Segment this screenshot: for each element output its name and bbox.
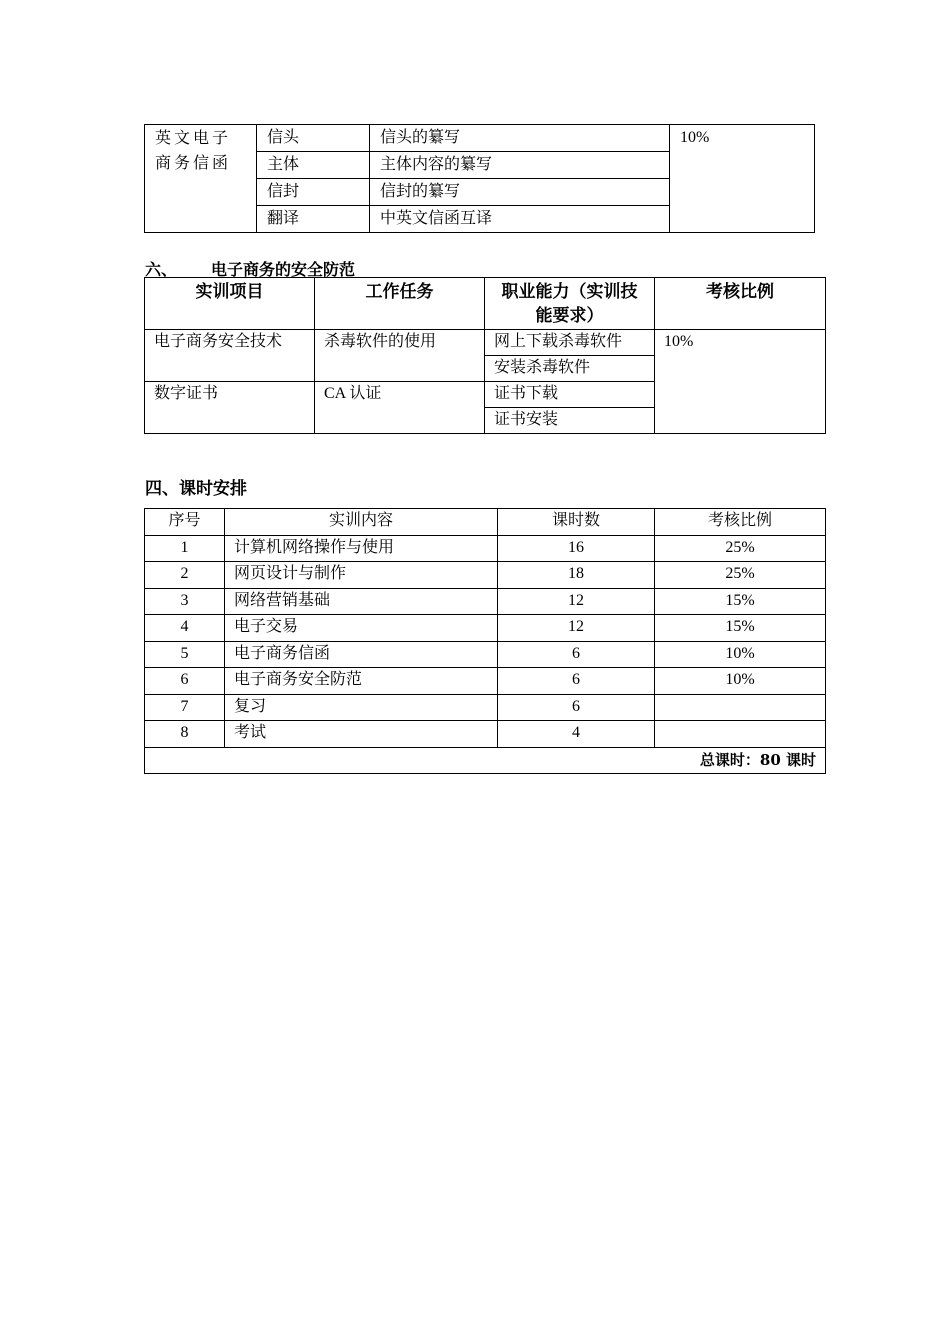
content-cell: 电子商务安全防范 (225, 668, 498, 695)
row-number: 6 (145, 668, 225, 695)
column-header: 职业能力（实训技能要求） (485, 278, 655, 330)
table-row (145, 330, 826, 356)
ratio-cell (655, 694, 826, 721)
task-cell: 主体 (257, 152, 370, 179)
row-number: 2 (145, 562, 225, 589)
table-row (145, 721, 826, 748)
skill-cell: 网上下载杀毒软件 (485, 330, 655, 356)
project-cell: 英文电子商务信函 (145, 125, 257, 233)
hours-cell: 6 (498, 668, 655, 695)
header-row (145, 278, 826, 330)
ratio-cell: 25% (655, 535, 826, 562)
ratio-cell: 10% (655, 641, 826, 668)
ratio-cell (655, 721, 826, 748)
row-number: 8 (145, 721, 225, 748)
content-cell: 计算机网络操作与使用 (225, 535, 498, 562)
hours-cell: 12 (498, 615, 655, 642)
column-header: 序号 (145, 509, 225, 536)
project-cell: 数字证书 (145, 382, 315, 434)
table-row (145, 535, 826, 562)
task-cell: CA 认证 (315, 382, 485, 434)
task-cell: 信封 (257, 179, 370, 206)
section-number: 六、 (145, 260, 178, 279)
skill-cell: 信封的纂写 (370, 179, 670, 206)
table-row (145, 588, 826, 615)
ratio-cell: 25% (655, 562, 826, 589)
table-row (145, 615, 826, 642)
column-header: 工作任务 (315, 278, 485, 330)
column-header: 考核比例 (655, 509, 826, 536)
task-cell: 杀毒软件的使用 (315, 330, 485, 382)
content-cell: 网页设计与制作 (225, 562, 498, 589)
total-hours: 总课时：80 课时 (145, 747, 826, 774)
column-header: 实训内容 (225, 509, 498, 536)
ratio-cell: 15% (655, 615, 826, 642)
skill-cell: 中英文信函互译 (370, 206, 670, 233)
hours-cell: 16 (498, 535, 655, 562)
table-row (145, 562, 826, 589)
letters-table (144, 124, 815, 233)
project-cell: 电子商务安全技术 (145, 330, 315, 382)
row-number: 5 (145, 641, 225, 668)
column-header: 课时数 (498, 509, 655, 536)
section-heading: 四、课时安排 (145, 479, 247, 499)
table-row (145, 694, 826, 721)
skill-cell: 证书安装 (485, 408, 655, 434)
hours-cell: 12 (498, 588, 655, 615)
hours-cell: 6 (498, 641, 655, 668)
task-cell: 翻译 (257, 206, 370, 233)
header-row (145, 509, 826, 536)
row-number: 7 (145, 694, 225, 721)
ratio-cell: 10% (655, 330, 826, 434)
content-cell: 考试 (225, 721, 498, 748)
ratio-cell: 15% (655, 588, 826, 615)
section-title: 电子商务的安全防范 (211, 260, 356, 279)
task-cell: 信头 (257, 125, 370, 152)
table-row (145, 641, 826, 668)
skill-cell: 证书下载 (485, 382, 655, 408)
content-cell: 复习 (225, 694, 498, 721)
column-header: 实训项目 (145, 278, 315, 330)
table-row (145, 125, 815, 152)
schedule-table (144, 508, 826, 774)
content-cell: 网络营销基础 (225, 588, 498, 615)
ratio-cell: 10% (670, 125, 815, 233)
skill-cell: 主体内容的纂写 (370, 152, 670, 179)
skill-cell: 安装杀毒软件 (485, 356, 655, 382)
content-cell: 电子商务信函 (225, 641, 498, 668)
row-number: 4 (145, 615, 225, 642)
row-number: 3 (145, 588, 225, 615)
skill-cell: 信头的纂写 (370, 125, 670, 152)
row-number: 1 (145, 535, 225, 562)
hours-cell: 6 (498, 694, 655, 721)
ratio-cell: 10% (655, 668, 826, 695)
content-cell: 电子交易 (225, 615, 498, 642)
column-header: 考核比例 (655, 278, 826, 330)
table-row (145, 668, 826, 695)
hours-cell: 4 (498, 721, 655, 748)
total-row (145, 747, 826, 774)
hours-cell: 18 (498, 562, 655, 589)
security-table (144, 277, 826, 434)
